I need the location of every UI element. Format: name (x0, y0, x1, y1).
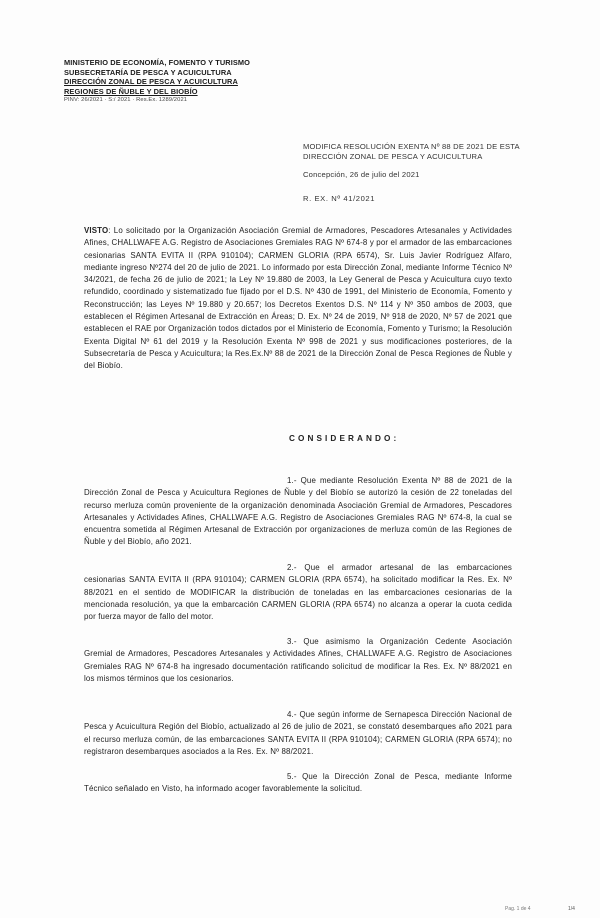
letterhead (64, 58, 304, 106)
considerando-heading: CONSIDERANDO: (289, 434, 400, 443)
visto-paragraph (84, 225, 512, 373)
resolution-subject: MODIFICA RESOLUCIÓN EXENTA Nº 88 DE 2021 DE ESTA DIRECCIÓN ZONAL DE PESCA Y ACUICULTURA (303, 142, 520, 161)
regions-name: REGIONES DE ÑUBLE Y DEL BIOBÍO (64, 86, 198, 96)
considerando-item: 2.- Que el armador artesanal de las embarcaciones cesionarias SANTA EVITA II (RPA 910104); CARMEN GLORIA (RPA 6574), ha solicitado modificar la Res. Ex. Nº 88/2021 en el sentido de MODIFICAR la distribución de toneladas en las embarcaciones cesionarias de la mencionada resolución, ya que la embarcación CARMEN GLORIA (RPA 6574) no alcanza a operar la cuota cedida por fuerza mayor de fallo del motor. (84, 563, 512, 622)
subsecretariat-name: SUBSECRETARÍA DE PESCA Y ACUICULTURA (64, 67, 232, 77)
date-line: Concepción, 26 de julio del 2021 (303, 170, 420, 179)
considerando-item: 4.- Que según informe de Sernapesca Dirección Nacional de Pesca y Acuicultura Región del Biobío, actualizado al 26 de julio de 2021, se constató desembarques año 2021 para el recurso merluza común, de las embarcaciones SANTA EVITA II (RPA 910104); CARMEN GLORIA (RPA 6574); no registraron desembarques asociados a la Res. Ex. Nº 88/2021. (84, 710, 512, 756)
file-reference: PINV: 26/2021 · S:/ 2021 · Res.Ex. 1289/2021 (64, 97, 188, 104)
visto-text: : Lo solicitado por la Organización Asociación Gremial de Armadores, Pescadores Artesanales y Actividades Afines, CHALLWAFE A.G. Registro de Asociaciones Gremiales RAG Nº 674-8 y por el armador de las embarcaciones cesionarias SANTA EVITA II (RPA 910104); CARMEN GLORIA (RPA 6574), Sr. Luis Javier Rodríguez Alfaro, mediante ingreso Nº274 del 20 de julio de 2021. Lo informado por esta Dirección Zonal, mediante Informe Técnico Nº 34/2021, de fecha 26 de julio de 2021; la Ley Nº 19.880 de 2003, la Ley General de Pesca y Acuicultura cuyo texto refundido, coordinado y sistematizado fue fijado por el D.S. Nº 430 de 1991, del Ministerio de Economía, Fomento y Reconstrucción; las Leyes Nº 19.880 y 20.657; los Decretos Exentos D.S. Nº 114 y Nº 350 ambos de 2003, que establecen el Régimen Artesanal de Extracción en Áreas; D. Ex. Nº 24 de 2019, Nº 918 de 2020, Nº 57 de 2021 que establecen el RAE por Organización todos dictados por el Ministerio de Economía, Fomento y Turismo; la Resolución Exenta Digital Nº 61 del 2019 y la Resolución Exenta Nº 998 de 2021 y sus modificaciones posteriores, de la Subsecretaría de Pesca y Acuicultura; la Res.Ex.Nº 88 de 2021 de la Dirección Zonal de Pesca Regiones de Ñuble y del Biobío. (84, 226, 512, 371)
ministry-name: MINISTERIO DE ECONOMÍA, FOMENTO Y TURISMO (64, 58, 251, 67)
directorate-name: DIRECCIÓN ZONAL DE PESCA Y ACUICULTURA (64, 77, 238, 87)
considerando-item: 3.- Que asimismo la Organización Cedente Asociación Gremial de Armadores, Pescadores Artesanales y Actividades Afines, CHALLWAFE A.G. Registro de Asociaciones Gremiales RAG Nº 674-8 ha ingresado documentación ratificando solicitud de modificar la Res. Ex. Nº 88/2021 en los mismos términos que los cesionarios. (84, 637, 512, 683)
considerando-item: 5.- Que la Dirección Zonal de Pesca, mediante Informe Técnico señalado en Visto, ha informado acoger favorablemente la solicitud. (84, 772, 512, 794)
page-mark-right: 1/4 (568, 906, 575, 912)
resolution-number: R. EX. Nº 41/2021 (303, 194, 376, 203)
visto-label: VISTO (84, 226, 109, 235)
page-mark-left: Pag. 1 de 4 (505, 906, 531, 912)
considerando-item: 1.- Que mediante Resolución Exenta Nº 88 de 2021 de la Dirección Zonal de Pesca y Acuicultura Regiones de Ñuble y del Biobío se autorizó la cesión de 22 toneladas del recurso merluza común proveniente de la organización denominada Asociación Gremial de Armadores, Pescadores Artesanales y Actividades Afines, CHALLWAFE A.G. Registro de Asociaciones Gremiales RAG Nº 674-8, la cual se encuentra sometida al Régimen Artesanal de Extracción por organizaciones de merluza común de las Regiones de Ñuble y del Biobío, año 2021. (84, 476, 512, 547)
